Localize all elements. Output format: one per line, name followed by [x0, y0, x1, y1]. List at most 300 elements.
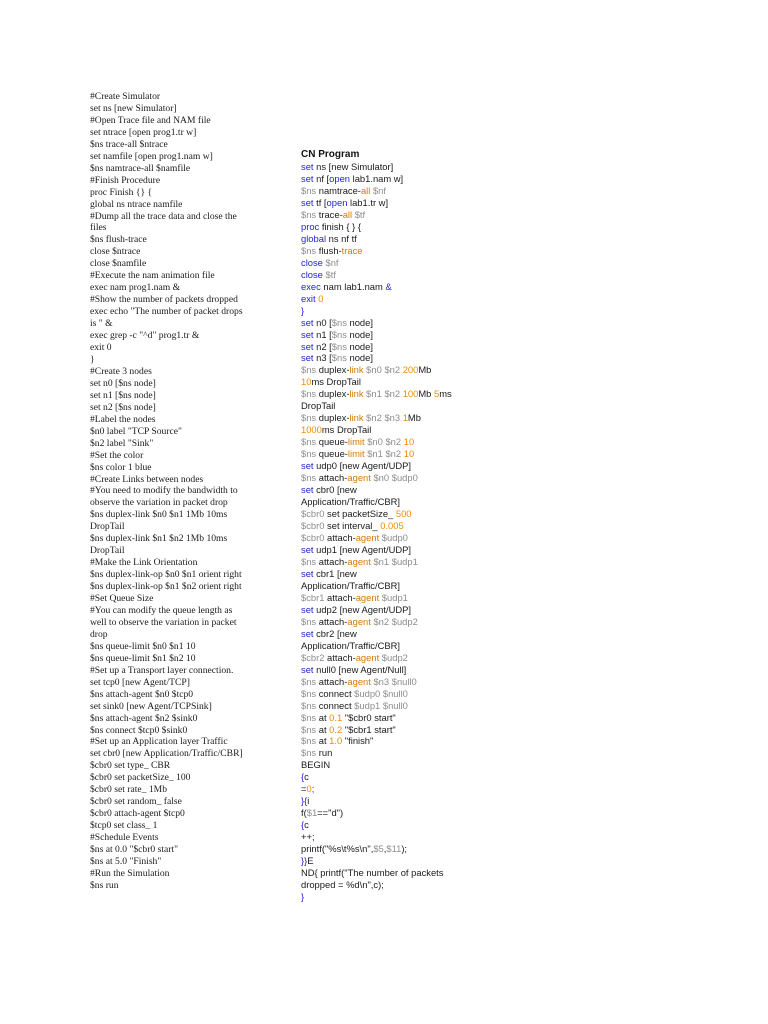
code-token: "$cbr1 start"	[342, 723, 396, 735]
cn-program-right-column	[301, 149, 481, 903]
code-line: $ns at 0.0 "$cbr0 start"	[90, 844, 179, 856]
code-line	[301, 161, 481, 173]
code-line	[301, 233, 481, 245]
code-line	[301, 819, 481, 831]
code-token: $udp2	[391, 615, 418, 627]
code-token: node]	[346, 340, 373, 352]
code-token: $ns	[301, 699, 317, 711]
code-token: $udp0	[381, 532, 408, 543]
code-line: set cbr0 [new Application/Traffic/CBR]	[90, 748, 243, 760]
code-token: $5	[373, 843, 384, 855]
code-token: E	[307, 855, 314, 867]
code-line	[301, 664, 481, 676]
code-token: ns nf tf	[326, 232, 357, 244]
code-token: $ns	[301, 364, 317, 376]
code-line: set n2 [$ns node]	[90, 401, 156, 413]
code-token: cbr2 [new	[313, 627, 357, 639]
code-line	[301, 807, 481, 819]
code-token: Application/Traffic/CBR]	[301, 639, 400, 651]
code-token: }{	[301, 795, 308, 807]
code-line	[301, 173, 481, 185]
code-line	[301, 676, 481, 688]
code-token: attach-	[316, 472, 348, 484]
code-line	[301, 281, 481, 293]
code-line	[301, 628, 481, 640]
code-token: dropped = %d\n",c);	[301, 879, 384, 891]
code-token: $n0	[367, 436, 383, 448]
code-line: set n0 [$ns node]	[90, 377, 156, 389]
code-token: attach-	[324, 591, 356, 603]
code-token: set	[301, 316, 314, 328]
code-token: agent	[355, 591, 380, 603]
code-token: $n1	[367, 448, 383, 460]
code-token: {	[301, 819, 305, 831]
code-line	[301, 759, 481, 771]
code-token: trace	[341, 244, 363, 256]
code-token: $ns	[331, 352, 347, 364]
code-line: #Set Queue Size	[90, 593, 154, 605]
code-token: set	[301, 352, 314, 364]
code-token: $n1	[373, 555, 390, 567]
code-line: set ntrace [open prog1.tr w]	[90, 126, 197, 138]
code-line	[301, 688, 481, 700]
code-token: $cbr1	[301, 591, 325, 603]
code-token: link	[349, 388, 364, 400]
code-token: exit	[301, 292, 316, 304]
code-line	[301, 640, 481, 652]
code-token: $n2	[385, 436, 402, 448]
code-line: $cbr0 set rate_ 1Mb	[90, 784, 167, 796]
code-token: $ns	[331, 328, 347, 340]
code-line: close $ntrace	[90, 246, 141, 258]
ns2-script-left-column	[90, 91, 260, 892]
code-token: Application/Traffic/CBR]	[301, 579, 400, 591]
code-token: all	[360, 184, 371, 196]
code-line: $cbr0 set packetSize_ 100	[90, 772, 191, 784]
code-line: $n2 label "Sink"	[90, 437, 154, 449]
code-line: close $namfile	[90, 258, 147, 270]
code-token: $ns	[301, 436, 317, 448]
code-line	[301, 257, 481, 269]
code-token: set	[301, 328, 314, 340]
code-token: agent	[347, 472, 371, 484]
code-token: node]	[346, 328, 373, 340]
code-line: #Execute the nam animation file	[90, 270, 215, 282]
code-line: set namfile [open prog1.nam w]	[90, 150, 213, 162]
code-token: $ns	[301, 412, 317, 424]
code-token: =	[301, 783, 307, 795]
code-line	[301, 329, 481, 341]
code-line	[301, 209, 481, 221]
code-line	[301, 317, 481, 329]
code-line: #Open Trace file and NAM file	[90, 114, 211, 126]
code-line	[301, 700, 481, 712]
code-token: open	[329, 172, 351, 184]
code-token: ms DropTail	[311, 376, 361, 388]
code-line: $ns trace-all $ntrace	[90, 138, 168, 150]
code-line: #Create Links between nodes	[90, 473, 204, 485]
code-line: $cbr0 set type_ CBR	[90, 760, 171, 772]
code-line	[301, 771, 481, 783]
code-token: 0.1	[329, 711, 343, 723]
code-token: at	[316, 711, 330, 723]
code-line: $ns namtrace-all $namfile	[90, 162, 191, 174]
code-line	[301, 269, 481, 281]
code-token: $null0	[382, 699, 408, 711]
code-token: $ns	[301, 711, 317, 723]
code-line: exec nam prog1.nam &	[90, 282, 181, 294]
code-token: i	[307, 795, 310, 807]
code-token: $udp1	[391, 555, 418, 567]
code-line	[301, 843, 481, 855]
code-line: DropTail	[90, 521, 125, 533]
code-line	[301, 879, 481, 891]
code-token: $ns	[301, 687, 317, 699]
code-token: $n3	[373, 675, 390, 687]
code-token: $ns	[301, 472, 317, 484]
code-token: n1 [	[313, 328, 332, 340]
code-line	[301, 652, 481, 664]
code-token: set interval_	[324, 520, 381, 532]
code-line	[301, 400, 481, 412]
code-token: set	[301, 160, 314, 172]
code-token: set	[301, 663, 314, 675]
code-line: #Label the nodes	[90, 413, 156, 425]
code-line: #Make the Link Orientation	[90, 557, 198, 569]
code-token: $ns	[331, 340, 347, 352]
code-token: attach-	[316, 675, 348, 687]
code-line: #Set the color	[90, 449, 144, 461]
code-token: Mb	[407, 412, 421, 424]
code-line: $cbr0 attach-agent $tcp0	[90, 808, 185, 820]
code-token: 0	[306, 783, 312, 795]
code-line	[301, 364, 481, 376]
code-token: cbr0 [new	[313, 484, 357, 496]
code-line	[301, 855, 481, 867]
code-line: observe the variation in packet drop	[90, 497, 228, 509]
code-line: #Run the Simulation	[90, 867, 170, 879]
code-line: $ns duplex-link $n1 $n2 1Mb 10ms	[90, 533, 228, 545]
code-token: $ns	[301, 747, 317, 759]
code-line	[301, 616, 481, 628]
code-token: close	[301, 256, 323, 268]
code-token: $n2	[385, 448, 402, 460]
code-token: $ns	[331, 316, 347, 328]
code-token: flush-	[316, 244, 342, 256]
code-line	[301, 520, 481, 532]
code-line: #You need to modify the bandwidth to	[90, 485, 238, 497]
code-token: Mb	[418, 364, 432, 376]
code-token: BEGIN	[301, 759, 331, 771]
code-token: ns [new Simulator]	[313, 160, 394, 172]
code-line	[301, 376, 481, 388]
code-line	[301, 341, 481, 353]
code-token: nam lab1.nam	[320, 280, 386, 292]
code-token: attach-	[316, 555, 348, 567]
code-token: {	[301, 771, 305, 783]
code-token: 0.005	[380, 520, 404, 532]
code-line: $ns queue-limit $n0 $n1 10	[90, 640, 196, 652]
code-token: duplex-	[316, 364, 350, 376]
code-token: duplex-	[316, 388, 350, 400]
code-token: 1000	[301, 424, 322, 436]
code-line: DropTail	[90, 545, 125, 557]
code-line: }	[90, 353, 95, 365]
code-line: $ns run	[90, 879, 119, 891]
code-line	[301, 712, 481, 724]
code-token: queue-	[316, 448, 348, 460]
code-token: link	[349, 364, 364, 376]
code-token: n0 [	[313, 316, 332, 328]
code-token: namtrace-	[316, 184, 361, 196]
code-token: close	[301, 268, 323, 280]
code-token: $n1	[366, 388, 382, 400]
code-line	[301, 388, 481, 400]
code-token: $cbr0	[301, 520, 325, 532]
code-line: $ns flush-trace	[90, 234, 147, 246]
code-token: $ns	[301, 675, 317, 687]
code-token: ;	[311, 783, 315, 795]
code-token: $udp0	[391, 472, 418, 484]
code-token: udp0 [new Agent/UDP]	[313, 460, 411, 472]
code-line	[301, 424, 481, 436]
code-token: $n2	[384, 388, 401, 400]
code-line: global ns ntrace namfile	[90, 198, 183, 210]
code-token: trace-	[316, 208, 343, 220]
code-token: open	[326, 196, 348, 208]
code-token: agent	[347, 675, 371, 687]
code-token: $ns	[301, 244, 317, 256]
code-token: n2 [	[313, 340, 332, 352]
code-line	[301, 556, 481, 568]
code-token: connect	[316, 687, 355, 699]
page-title: CN Program	[301, 149, 360, 160]
code-token: $udp0	[354, 687, 381, 699]
code-line: well to observe the variation in packet	[90, 616, 237, 628]
code-token: $n2	[366, 412, 382, 424]
code-token: $udp2	[381, 651, 408, 663]
code-token: node]	[346, 316, 373, 328]
code-token: 100	[402, 388, 419, 400]
code-token: $nf	[372, 184, 386, 196]
code-token: $11	[386, 843, 402, 855]
code-token: "finish"	[342, 735, 374, 747]
code-line	[301, 592, 481, 604]
code-token: 0	[318, 292, 324, 304]
code-line	[301, 412, 481, 424]
code-token: $ns	[301, 388, 317, 400]
code-line	[301, 604, 481, 616]
code-line: set sink0 [new Agent/TCPSink]	[90, 700, 212, 712]
code-line: drop	[90, 628, 108, 640]
code-line	[301, 221, 481, 233]
code-token: agent	[355, 651, 380, 663]
code-token: $ns	[301, 208, 317, 220]
code-token: $ns	[301, 723, 317, 735]
code-line: $n0 label "TCP Source"	[90, 425, 182, 437]
code-token: lab1.nam w]	[350, 172, 404, 184]
code-token: udp2 [new Agent/UDP]	[313, 603, 411, 615]
code-token: $cbr0	[301, 532, 325, 543]
code-token: $n2	[373, 615, 390, 627]
code-token: set packetSize_	[324, 508, 396, 520]
code-token: set	[301, 172, 314, 184]
code-line	[301, 448, 481, 460]
code-token: null0 [new Agent/Null]	[313, 663, 407, 675]
code-token: set	[301, 484, 314, 496]
code-token: );	[401, 843, 408, 855]
code-token: $tf	[354, 208, 366, 220]
code-token: }	[301, 304, 305, 316]
code-token: $n0	[366, 364, 382, 376]
code-line	[301, 436, 481, 448]
code-line	[301, 305, 481, 317]
code-line: files	[90, 222, 107, 234]
code-token: $tf	[325, 268, 336, 280]
code-token: $null0	[391, 675, 417, 687]
code-token: attach-	[324, 651, 356, 663]
code-line	[301, 508, 481, 520]
code-line: exec echo "The number of packet drops	[90, 306, 243, 318]
code-token: $cbr2	[301, 651, 325, 663]
code-line	[301, 472, 481, 484]
code-line: proc Finish {} {	[90, 186, 153, 198]
code-token: $nf	[325, 256, 339, 268]
code-line	[301, 867, 481, 879]
code-line: $tcp0 set class_ 1	[90, 820, 158, 832]
code-token: 5	[434, 388, 440, 400]
code-token: "$cbr0 start"	[342, 711, 396, 723]
code-token: proc	[301, 220, 320, 232]
code-token: finish { } {	[319, 220, 361, 232]
code-line: $ns attach-agent $n2 $sink0	[90, 712, 198, 724]
code-token: attach-	[324, 532, 356, 543]
code-line	[301, 544, 481, 556]
code-line: $ns connect $tcp0 $sink0	[90, 724, 188, 736]
code-line	[301, 735, 481, 747]
code-line	[301, 795, 481, 807]
code-line: $ns duplex-link-op $n0 $n1 orient right	[90, 569, 242, 581]
code-line: $ns at 5.0 "Finish"	[90, 856, 162, 867]
code-token: n3 [	[313, 352, 332, 364]
code-line	[301, 831, 481, 843]
code-line	[301, 891, 481, 903]
code-token: 10	[301, 376, 312, 388]
code-line	[301, 197, 481, 209]
code-token: 200	[402, 364, 419, 376]
code-token: agent	[347, 555, 371, 567]
code-line	[301, 245, 481, 257]
code-line: is " &	[90, 318, 113, 330]
code-token: 1	[402, 412, 408, 424]
code-token: connect	[316, 699, 355, 711]
code-token: set	[301, 196, 314, 208]
code-token: ND{ printf("The number of packets	[301, 867, 444, 879]
code-token: at	[316, 735, 330, 747]
code-token: global	[301, 232, 327, 244]
code-line	[301, 568, 481, 580]
code-token: $n3	[384, 412, 401, 424]
code-token: limit	[347, 436, 365, 448]
code-token: Application/Traffic/CBR]	[301, 496, 400, 508]
code-line: $ns duplex-link $n0 $n1 1Mb 10ms	[90, 509, 228, 521]
code-token: $ns	[301, 735, 317, 747]
code-line	[301, 293, 481, 305]
code-token: ,	[383, 843, 387, 855]
code-line	[301, 783, 481, 795]
code-token: 10	[403, 436, 415, 448]
code-token: f(	[301, 807, 307, 819]
code-line	[301, 185, 481, 197]
code-line: exec grep -c "^d" prog1.tr &	[90, 330, 200, 342]
code-line: set tcp0 [new Agent/TCP]	[90, 676, 190, 688]
code-lines	[301, 161, 481, 903]
code-line: $ns queue-limit $n1 $n2 10	[90, 652, 196, 664]
code-token: tf [	[313, 196, 327, 208]
code-token: set	[301, 603, 314, 615]
code-line: #Finish Procedure	[90, 174, 161, 186]
code-token: $udp1	[354, 699, 381, 711]
code-line: #Create Simulator	[90, 91, 161, 102]
code-token: set	[301, 567, 314, 579]
code-token: $1	[306, 807, 318, 819]
code-token: all	[342, 208, 353, 220]
code-line	[301, 484, 481, 496]
code-token: agent	[347, 615, 371, 627]
code-line: exit 0	[90, 342, 112, 354]
code-line: $ns color 1 blue	[90, 461, 152, 473]
code-token: $ns	[301, 555, 317, 567]
code-token: node]	[346, 352, 373, 364]
code-token: $ns	[301, 184, 317, 196]
code-token: set	[301, 340, 314, 352]
code-token: udp1 [new Agent/UDP]	[313, 543, 411, 555]
code-token: 10	[403, 448, 415, 460]
code-token: cbr1 [new	[313, 567, 357, 579]
code-line: #Show the number of packets dropped	[90, 294, 238, 306]
code-token: agent	[355, 532, 380, 543]
code-token: 0.2	[329, 723, 343, 735]
code-token: set	[301, 543, 314, 555]
code-line: #You can modify the queue length as	[90, 604, 233, 616]
code-token: }}	[301, 855, 308, 867]
code-line	[301, 747, 481, 759]
code-line: #Dump all the trace data and close the	[90, 210, 237, 222]
code-line: #Set up an Application layer Traffic	[90, 736, 228, 748]
code-token: limit	[347, 448, 365, 460]
code-line	[301, 460, 481, 472]
code-line: #Set up a Transport layer connection.	[90, 664, 234, 676]
code-token: ++;	[301, 831, 315, 843]
code-line	[301, 496, 481, 508]
code-token: queue-	[316, 436, 348, 448]
code-token: lab1.tr w]	[347, 196, 389, 208]
code-token: nf [	[313, 172, 330, 184]
code-token: ms DropTail	[321, 424, 372, 436]
code-token: at	[316, 723, 330, 735]
code-line: $ns duplex-link-op $n1 $n2 orient right	[90, 581, 242, 593]
code-token: DropTail	[301, 400, 336, 412]
code-line	[301, 532, 481, 544]
code-token: c	[304, 771, 309, 783]
code-token: ms	[439, 388, 452, 400]
code-token: $n2	[384, 364, 401, 376]
code-token: duplex-	[316, 412, 350, 424]
code-token: set	[301, 627, 314, 639]
code-line	[301, 724, 481, 736]
code-token: $null0	[382, 687, 408, 699]
code-line	[301, 352, 481, 364]
